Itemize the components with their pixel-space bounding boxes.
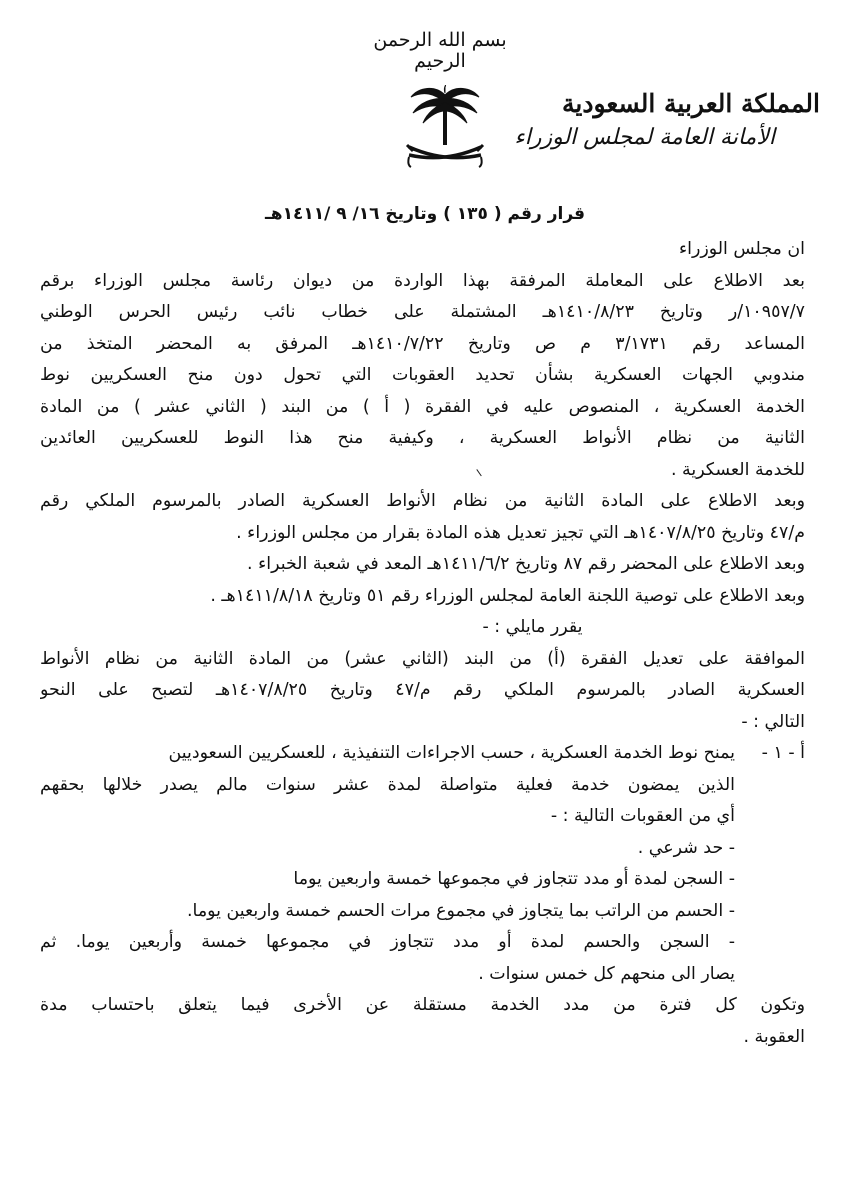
paragraph-review-recommendation: وبعد الاطلاع على توصية اللجنة العامة لمجلس الوزراء رقم ٥١ وتاريخ ١٤١١/٨/١٨هـ . bbox=[210, 585, 805, 606]
list-item: - الحسم من الراتب بما يتجاوز في مجموع مرات الحسم خمسة واربعين يوما. bbox=[187, 900, 735, 921]
list-item-continuation: يصار الى منحهم كل خمس سنوات . bbox=[478, 963, 735, 984]
text-line: التالي : - bbox=[741, 711, 805, 732]
text-line: ١٠٩٥٧/٧/ر وتاريخ ١٤١٠/٨/٢٣هـ المشتملة على خطاب نائب رئيس الحرس الوطني bbox=[40, 302, 805, 322]
text-line: الذين يمضون خدمة فعلية متواصلة لمدة عشر سنوات مالم يصدر خلالها بحقهم bbox=[40, 774, 735, 795]
list-item: - السجن والحسم لمدة أو مدد تتجاوز في مجموعها خمسة وأربعين يوما. ثم bbox=[40, 932, 735, 952]
secretariat-name: الأمانة العامة لمجلس الوزراء bbox=[514, 124, 775, 150]
basmala-calligraphy: بسم الله الرحمن الرحيم bbox=[373, 29, 507, 72]
penalties-list bbox=[40, 833, 805, 991]
text-line: أي من العقوبات التالية : - bbox=[550, 806, 735, 826]
text-line: م/٤٧ وتاريخ ١٤٠٧/٨/٢٥هـ التي تجيز تعديل هذه المادة بقرار من مجلس الوزراء . bbox=[236, 522, 805, 543]
text-line: للخدمة العسكرية . bbox=[670, 459, 805, 480]
text-line: وبعد الاطلاع على المادة الثانية من نظام الأنواط العسكرية الصادر بالمرسوم الملكي رقم bbox=[40, 491, 805, 511]
paragraph-review-minutes: وبعد الاطلاع على المحضر رقم ٨٧ وتاريخ ١٤١١/٦/٢هـ المعد في شعبة الخبراء . bbox=[247, 554, 805, 574]
decides-heading: يقرر مايلي : - bbox=[482, 617, 583, 637]
clause-label: أ - ١ - bbox=[761, 743, 805, 763]
letterhead bbox=[490, 88, 820, 154]
paragraph-review-transaction bbox=[40, 266, 805, 487]
paragraph-closing bbox=[40, 990, 805, 1053]
list-item: - حد شرعي . bbox=[637, 837, 735, 858]
paragraph-approval bbox=[40, 644, 805, 739]
palm-and-crossed-swords-icon bbox=[405, 85, 485, 180]
text-line: الخدمة العسكرية ، المنصوص عليه في الفقرة ( أ ) من البند ( الثاني عشر ) من المادة bbox=[40, 396, 805, 417]
text-line: الموافقة على تعديل الفقرة (أ) من البند (الثاني عشر) من المادة الثانية من نظام الأنواط bbox=[40, 648, 805, 669]
text-line: وتكون كل فترة من مدد الخدمة مستقلة عن الأخرى فيما يتعلق باحتساب مدة bbox=[40, 995, 805, 1015]
text-line: بعد الاطلاع على المعاملة المرفقة بهذا الواردة من ديوان رئاسة مجلس الوزراء برقم bbox=[40, 270, 805, 291]
clause-a1 bbox=[40, 738, 805, 833]
text-line: المساعد رقم ٣/١٧٣١ م ص وتاريخ ١٤١٠/٧/٢٢هـ المرفق به المحضر المتخذ من bbox=[40, 333, 805, 354]
text-line: العسكرية الصادر بالمرسوم الملكي رقم م/٤٧ وتاريخ ١٤٠٧/٨/٢٥هـ لتصبح على النحو bbox=[40, 680, 805, 700]
kingdom-name: المملكة العربية السعودية bbox=[561, 89, 820, 118]
text-line: الثانية من نظام الأنواط العسكرية ، وكيفية منح هذا النوط للعسكريين العائدين bbox=[40, 428, 805, 448]
list-item: - السجن لمدة أو مدد تتجاوز في مجموعها خمسة واربعين يوما bbox=[293, 869, 735, 889]
decree-body bbox=[40, 234, 805, 1053]
decision-number-line: قرار رقم ( ١٣٥ ) وتاريخ ١٦/ ٩ /١٤١١هـ bbox=[264, 204, 586, 224]
paragraph-review-article bbox=[40, 486, 805, 549]
text-line: مندوبي الجهات العسكرية بشأن تحديد العقوبات التي تحول دون منح العسكريين نوط bbox=[40, 365, 805, 385]
opening-line: ان مجلس الوزراء bbox=[678, 239, 805, 259]
text-line: يمنح نوط الخدمة العسكرية ، حسب الاجراءات التنفيذية ، للعسكريين السعوديين bbox=[168, 743, 735, 763]
text-line: العقوبة . bbox=[743, 1026, 805, 1047]
